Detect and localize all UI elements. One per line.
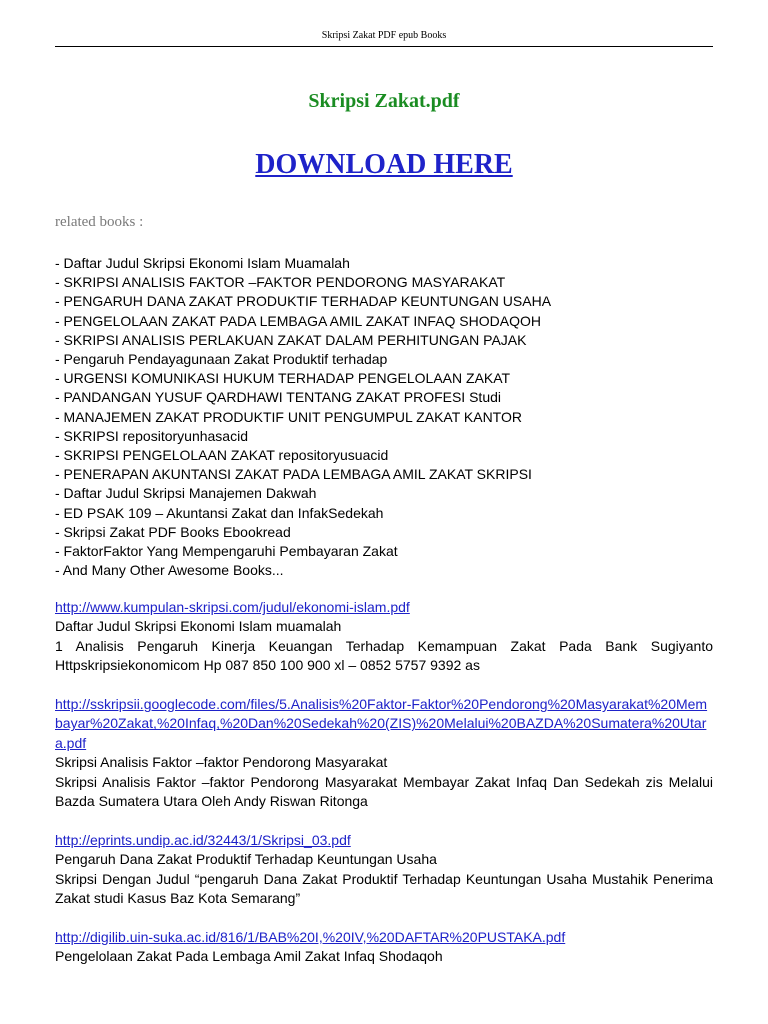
related-book-item: - Pengaruh Pendayagunaan Zakat Produktif terhadap — [55, 351, 388, 368]
entry-description: 1 Analisis Pengaruh Kinerja Keuangan Terhadap Kemampuan Zakat Pada Bank Sugiyanto Httpskripsiekonomicom Hp 087 850 100 900 xl – 0852 5757 9392 as — [55, 637, 713, 674]
header-divider — [55, 46, 713, 47]
related-book-item: - And Many Other Awesome Books... — [55, 562, 284, 579]
related-book-item: - MANAJEMEN ZAKAT PRODUKTIF UNIT PENGUMPUL ZAKAT KANTOR — [55, 408, 522, 425]
document-title: Skripsi Zakat.pdf — [308, 90, 460, 112]
related-books-heading: related books : — [55, 214, 144, 230]
entry-title: Pengaruh Dana Zakat Produktif Terhadap Keuntungan Usaha — [55, 851, 437, 868]
link-entry — [55, 928, 713, 967]
entry-title: Pengelolaan Zakat Pada Lembaga Amil Zakat Infaq Shodaqoh — [55, 948, 443, 965]
entry-title: Daftar Judul Skripsi Ekonomi Islam muamalah — [55, 618, 342, 635]
link-entries — [55, 598, 713, 986]
related-book-item: - Daftar Judul Skripsi Manajemen Dakwah — [55, 485, 317, 502]
entry-url-link[interactable]: http://eprints.undip.ac.id/32443/1/Skripsi_03.pdf — [55, 831, 351, 848]
entry-url-link[interactable]: http://sskripsii.googlecode.com/files/5.Analisis%20Faktor-Faktor%20Pendorong%20Masyarakat%20Membayar%20Zakat,%20Infaq,%20Dan%20Sedekah%20(ZIS)%20Melalui%20BAZDA%20Sumatera%20Utara.pdf — [55, 696, 708, 751]
related-book-item: - Daftar Judul Skripsi Ekonomi Islam Muamalah — [55, 255, 350, 271]
related-book-item: - SKRIPSI ANALISIS PERLAKUAN ZAKAT DALAM PERHITUNGAN PAJAK — [55, 331, 527, 348]
entry-title: Skripsi Analisis Faktor –faktor Pendorong Masyarakat — [55, 754, 388, 771]
entry-description: Skripsi Dengan Judul “pengaruh Dana Zakat Produktif Terhadap Keuntungan Usaha Mustahik Penerima Zakat studi Kasus Baz Kota Semarang” — [55, 870, 713, 907]
related-book-item: - PENGELOLAAN ZAKAT PADA LEMBAGA AMIL ZAKAT INFAQ SHODAQOH — [55, 312, 541, 329]
related-book-item: - PANDANGAN YUSUF QARDHAWI TENTANG ZAKAT PROFESI Studi — [55, 389, 501, 406]
entry-description: Skripsi Analisis Faktor –faktor Pendorong Masyarakat Membayar Zakat Infaq Dan Sedekah zis Melalui Bazda Sumatera Utara Oleh Andy Riswan Ritonga — [55, 773, 713, 810]
entry-url-link[interactable]: http://digilib.uin-suka.ac.id/816/1/BAB%20I,%20IV,%20DAFTAR%20PUSTAKA.pdf — [55, 928, 566, 945]
link-entry — [55, 695, 713, 811]
related-book-item: - URGENSI KOMUNIKASI HUKUM TERHADAP PENGELOLAAN ZAKAT — [55, 370, 511, 387]
related-book-item: - SKRIPSI ANALISIS FAKTOR –FAKTOR PENDORONG MASYARAKAT — [55, 274, 506, 291]
running-header: Skripsi Zakat PDF epub Books — [321, 30, 447, 41]
entry-url-link[interactable]: http://www.kumpulan-skripsi.com/judul/ekonomi-islam.pdf — [55, 599, 410, 615]
link-entry — [55, 598, 713, 676]
related-books-list — [55, 254, 725, 580]
related-book-item: - SKRIPSI PENGELOLAAN ZAKAT repositoryusuacid — [55, 447, 389, 464]
related-book-item: - ED PSAK 109 – Akuntansi Zakat dan InfakSedekah — [55, 504, 384, 521]
related-book-item: - PENERAPAN AKUNTANSI ZAKAT PADA LEMBAGA AMIL ZAKAT SKRIPSI — [55, 466, 532, 483]
link-entry — [55, 831, 713, 909]
download-link[interactable]: DOWNLOAD HERE — [255, 149, 513, 180]
related-book-item: - PENGARUH DANA ZAKAT PRODUKTIF TERHADAP KEUNTUNGAN USAHA — [55, 293, 552, 310]
related-book-item: - FaktorFaktor Yang Mempengaruhi Pembayaran Zakat — [55, 543, 398, 560]
related-book-item: - SKRIPSI repositoryunhasacid — [55, 427, 248, 444]
related-book-item: - Skripsi Zakat PDF Books Ebookread — [55, 523, 291, 540]
